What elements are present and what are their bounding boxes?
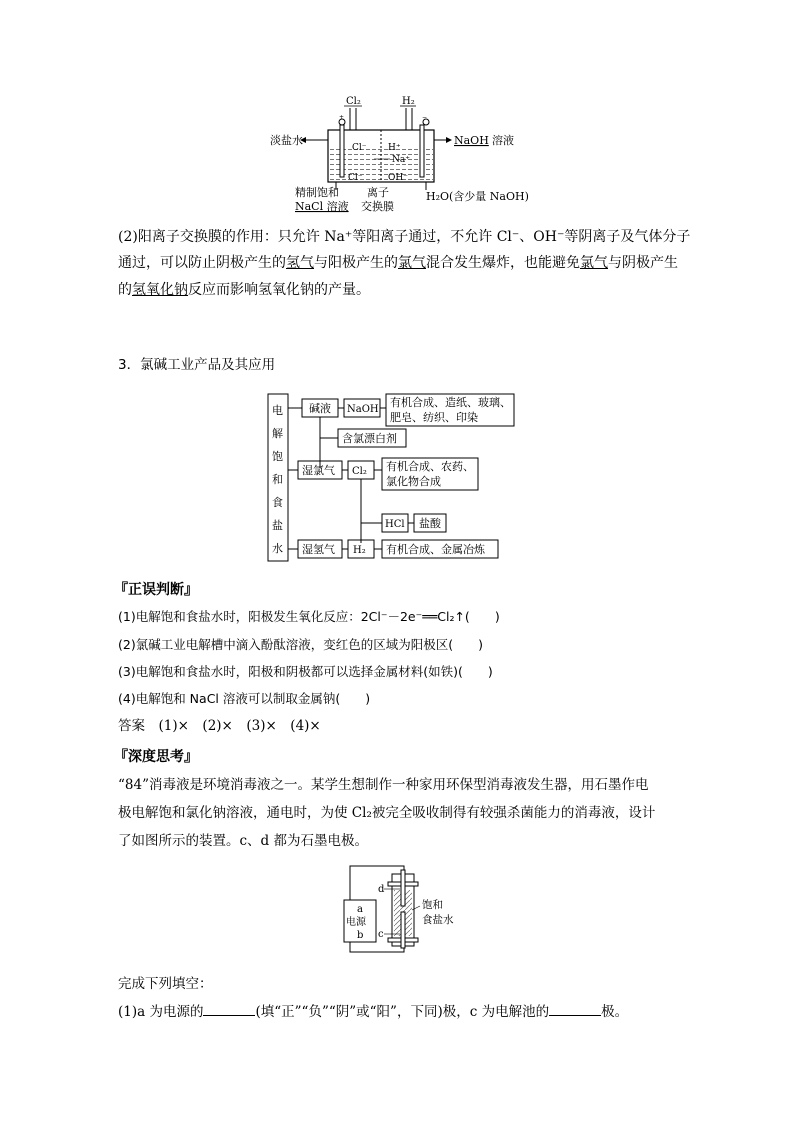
judge-item-3: (3)电解饱和食盐水时，阳极和阴极都可以选择金属材料(如铁)( ) bbox=[118, 664, 493, 679]
hydrogen-underline: 氢气 bbox=[286, 255, 314, 271]
q1-text: (1)a 为电源的 bbox=[118, 1004, 204, 1020]
cl2-box: Cl₂ bbox=[352, 466, 367, 477]
electrode-c: c bbox=[378, 929, 384, 940]
oh-ion: OH⁻ bbox=[388, 173, 408, 183]
cl2-uses-1: 有机合成、农药、 bbox=[386, 460, 474, 473]
naoh-out-suffix: 溶液 bbox=[492, 134, 514, 147]
think-line3: 了如图所示的装置。c、d 都为石墨电极。 bbox=[118, 833, 368, 849]
dilute-brine-label: 淡盐水 bbox=[270, 134, 303, 147]
para2-line1: (2)阳离子交换膜的作用：只允许 Na⁺等阳离子通过，不允许 Cl⁻、OH⁻等阴离子及气体分子 bbox=[118, 229, 691, 245]
judge-item-2: (2)氯碱工业电解槽中滴入酚酞溶液，变红色的区域为阳极区( ) bbox=[118, 637, 483, 652]
q1-text: (填“正”“负”“阴”或“阳”，下同)极，c 为电解池的 bbox=[255, 1004, 550, 1020]
judge-item-1: (1)电解饱和食盐水时，阳极发生氧化反应：2Cl⁻－2e⁻══Cl₂↑( ) bbox=[118, 609, 500, 624]
h2-label: H₂ bbox=[402, 96, 415, 107]
para2-text: 的 bbox=[118, 282, 132, 298]
answer-blank-1[interactable] bbox=[203, 1002, 255, 1016]
naoh-box: NaOH bbox=[347, 404, 379, 415]
power-source: 电源 bbox=[346, 917, 366, 928]
para2-text: 通过，可以防止阴极产生的 bbox=[118, 255, 286, 271]
hydrochloric-acid-box: 盐酸 bbox=[419, 517, 441, 530]
cl-ion-bottom: Cl⁻ bbox=[348, 173, 363, 183]
electrode-d: d bbox=[378, 884, 385, 895]
judge-item-4: (4)电解饱和 NaCl 溶液可以制取金属钠( ) bbox=[118, 691, 371, 706]
plus-terminal: + bbox=[339, 114, 345, 121]
para2-text: 混合发生爆炸，也能避免 bbox=[426, 255, 580, 271]
section3-title: 3．氯碱工业产品及其应用 bbox=[118, 357, 276, 373]
terminal-a: a bbox=[357, 904, 363, 915]
chlorine-underline: 氯气 bbox=[398, 255, 426, 271]
naoh-uses-1: 有机合成、造纸、玻璃、 bbox=[390, 396, 511, 409]
cl2-label: Cl₂ bbox=[346, 96, 361, 107]
na-ion: Na⁺ bbox=[392, 155, 410, 165]
chlorine-underline-2: 氯气 bbox=[580, 255, 608, 271]
think-line1: “84”消毒液是环境消毒液之一。某学生想制作一种家用环保型消毒液发生器，用石墨作电 bbox=[118, 777, 649, 793]
title-char-4: 和 bbox=[272, 473, 283, 486]
naoh-uses-2: 肥皂、纺织、印染 bbox=[390, 411, 478, 424]
para2-line3 bbox=[118, 280, 370, 300]
para2-line2 bbox=[118, 253, 678, 273]
alkali-box: 碱液 bbox=[309, 402, 331, 415]
water-inlet-label: H₂O(含少量 NaOH) bbox=[426, 190, 529, 203]
h-ion: H⁺ bbox=[388, 143, 401, 153]
wet-chlorine-box: 湿氯气 bbox=[302, 464, 335, 477]
judge-title: 『正误判断』 bbox=[114, 582, 198, 598]
terminal-b: b bbox=[357, 930, 364, 941]
title-char-7: 水 bbox=[272, 542, 283, 555]
answer-blank-2[interactable] bbox=[549, 1002, 601, 1016]
title-char-1: 电 bbox=[272, 404, 283, 417]
nacl-solution-label: NaCl 溶液 bbox=[295, 200, 349, 213]
fill-intro: 完成下列填空： bbox=[118, 976, 213, 992]
para2-text: 反应而影响氢氧化钠的产量。 bbox=[188, 282, 370, 298]
electrolytic-cell-diagram bbox=[270, 92, 530, 214]
membrane-label-2: 交换膜 bbox=[361, 200, 394, 213]
judge-answer: 答案 (1)× (2)× (3)× (4)× bbox=[118, 718, 321, 734]
minus-terminal: − bbox=[422, 114, 428, 121]
title-char-6: 盐 bbox=[272, 519, 283, 532]
cl-ion-top: Cl⁻ bbox=[352, 143, 367, 153]
naoh-out-label: NaOH bbox=[454, 134, 489, 147]
think-line2: 极电解饱和氯化钠溶液，通电时，为使 Cl₂被完全吸收制得有较强杀菌能力的消毒液，设计 bbox=[118, 805, 656, 821]
wet-hydrogen-box: 湿氢气 bbox=[302, 543, 335, 556]
brine-label-1: 饱和 bbox=[422, 899, 443, 911]
membrane-label-1: 离子 bbox=[367, 186, 389, 199]
title-char-5: 食 bbox=[272, 496, 283, 509]
title-char-2: 解 bbox=[272, 427, 283, 440]
h2-uses: 有机合成、金属冶炼 bbox=[386, 543, 485, 556]
para2-text: 与阳极产生的 bbox=[314, 255, 398, 271]
title-char-3: 饱 bbox=[272, 450, 283, 463]
naoh-underline: 氢氧化钠 bbox=[132, 282, 188, 298]
think-title: 『深度思考』 bbox=[114, 749, 198, 765]
cl2-uses-2: 氯化物合成 bbox=[386, 475, 441, 488]
purified-brine-label: 精制饱和 bbox=[295, 186, 339, 199]
para2-text: 与阴极产生 bbox=[608, 255, 678, 271]
bleach-box: 含氯漂白剂 bbox=[342, 432, 397, 445]
disinfectant-device-diagram bbox=[340, 860, 470, 960]
q1-text: 极。 bbox=[601, 1004, 629, 1020]
hcl-box: HCl bbox=[385, 519, 405, 530]
chlor-alkali-flowchart bbox=[266, 392, 522, 564]
brine-label-2: 食盐水 bbox=[422, 914, 454, 926]
h2-box: H₂ bbox=[353, 545, 366, 556]
fill-q1 bbox=[118, 1002, 628, 1022]
